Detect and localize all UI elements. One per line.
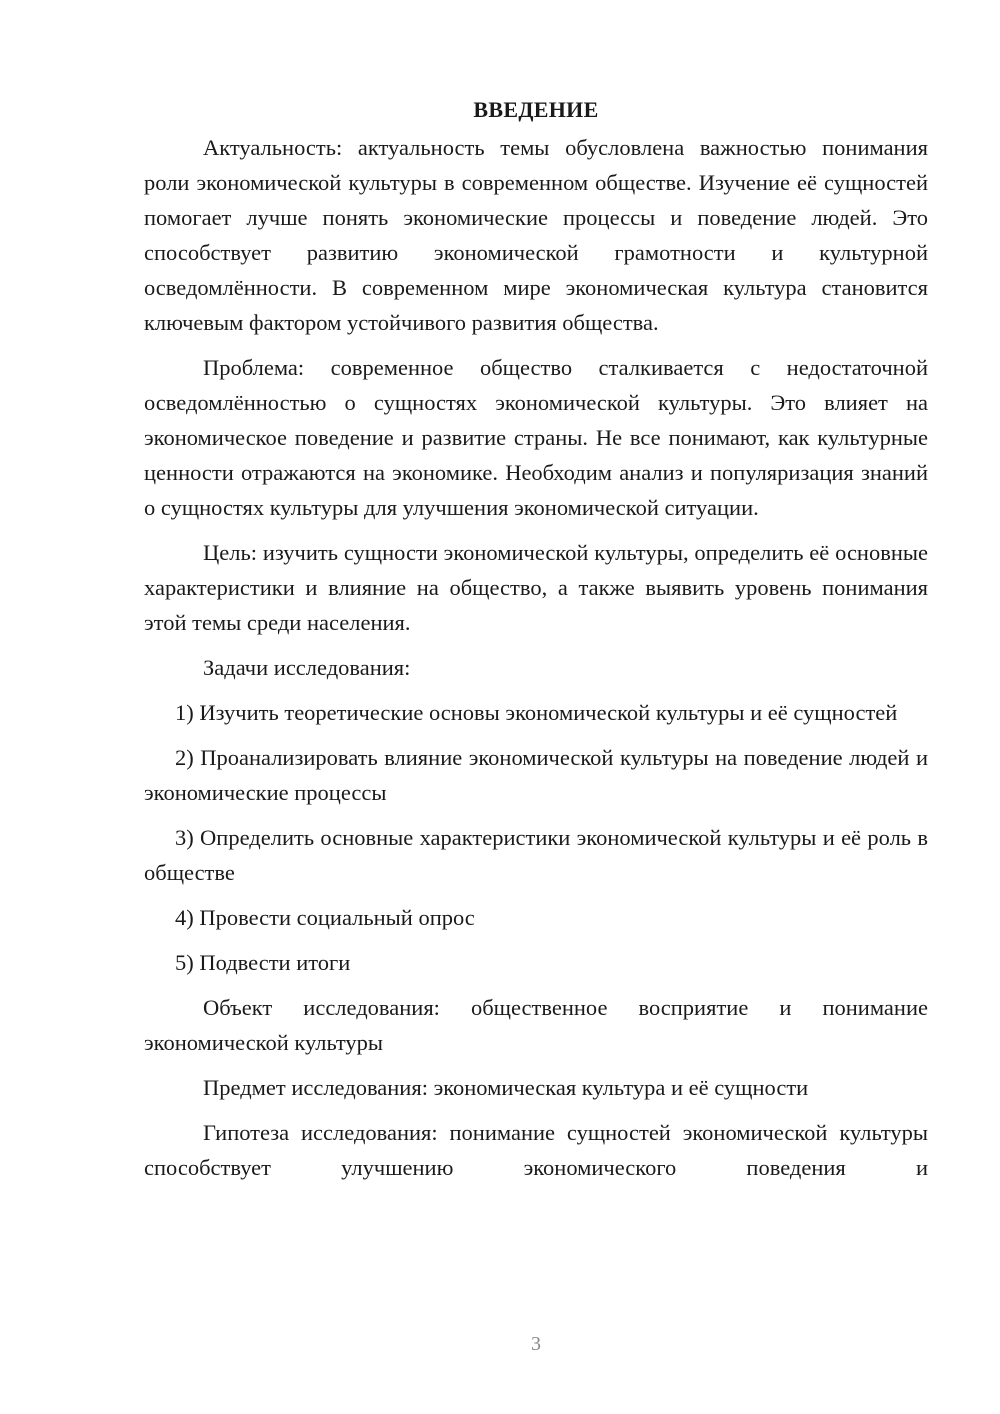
object-paragraph: Объект исследования: общественное восприятие и понимание экономической культуры bbox=[144, 995, 928, 1055]
tasks-list bbox=[144, 695, 928, 980]
subject-paragraph: Предмет исследования: экономическая культура и её сущности bbox=[203, 1075, 809, 1100]
goal-paragraph: Цель: изучить сущности экономической культуры, определить её основные характеристики и влияние на общество, а также выявить уровень понимания этой темы среди населения. bbox=[144, 540, 928, 635]
task-item: 1) Изучить теоретические основы экономической культуры и её сущностей bbox=[175, 700, 898, 725]
problem-paragraph: Проблема: современное общество сталкивается с недостаточной осведомлённостью о сущностях экономической культуры. Это влияет на экономическое поведение и развитие страны. Не все понимают, как культурные ценности отражаются на экономике. Необходим анализ и популяризация знаний о сущностях культуры для улучшения экономической ситуации. bbox=[144, 355, 928, 520]
relevance-paragraph: Актуальность: актуальность темы обусловлена важностью понимания роли экономической культуры в современном обществе. Изучение её сущностей помогает лучше понять экономические процессы и поведение людей. Это способствует развитию экономической грамотности и культурной осведомлённости. В современном мире экономическая культура становится ключевым фактором устойчивого развития общества. bbox=[144, 135, 928, 335]
page-number: 3 bbox=[531, 1333, 541, 1355]
hypothesis-paragraph: Гипотеза исследования: понимание сущностей экономической культуры способствует улучшению экономического поведения и bbox=[144, 1120, 928, 1180]
task-item: 2) Проанализировать влияние экономической культуры на поведение людей и экономические процессы bbox=[144, 745, 928, 805]
section-title: ВВЕДЕНИЕ bbox=[473, 97, 599, 122]
task-item: 5) Подвести итоги bbox=[175, 950, 351, 975]
task-item: 3) Определить основные характеристики экономической культуры и её роль в обществе bbox=[144, 825, 928, 885]
task-item: 4) Провести социальный опрос bbox=[175, 905, 475, 930]
document-page bbox=[144, 92, 928, 1195]
tasks-heading: Задачи исследования: bbox=[203, 655, 411, 680]
